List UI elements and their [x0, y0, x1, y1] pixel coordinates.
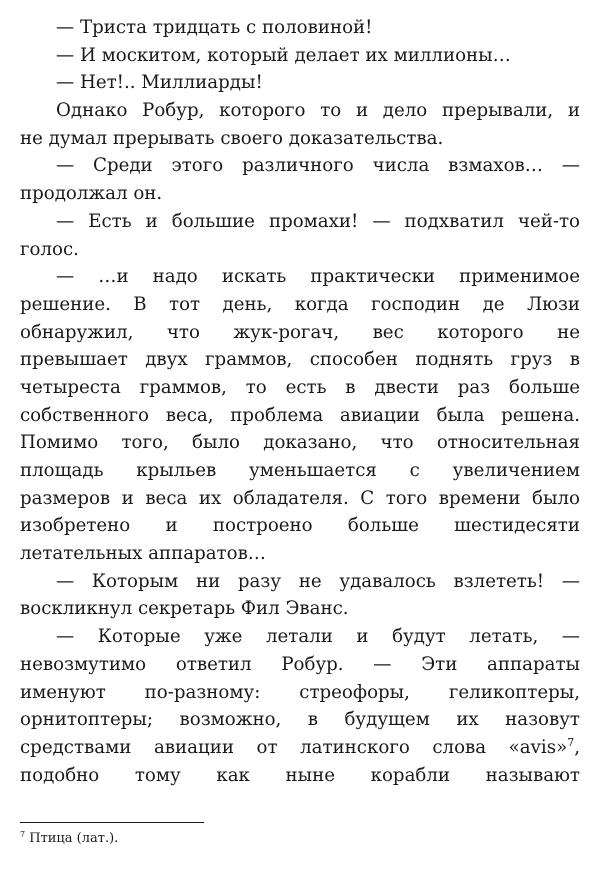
- text-line: — Которым ни разу не удавалось взлететь! —: [56, 570, 580, 592]
- text-line: невозмутимо ответил Робур. — Эти аппараты: [20, 653, 580, 675]
- text-line: Однако Робур, которого то и дело прерывали, и: [56, 100, 580, 122]
- text-line: — …и надо искать практически применимое: [56, 266, 580, 288]
- text-line: средствами авиации от латинского слова «avis»$^7$,: [20, 735, 580, 758]
- text-line: четыреста граммов, то есть в двести раз больше: [20, 376, 580, 398]
- footnote-reference[interactable]: 7: [567, 735, 575, 749]
- text-line: обнаружил, что жук-рогач, вес которого не: [20, 321, 580, 343]
- footnote-separator: [20, 822, 204, 823]
- text-line: голос.: [20, 238, 79, 260]
- text-line: — Среди этого различного числа взмахов… —: [56, 155, 580, 177]
- footnote-marker: 7: [20, 830, 26, 839]
- text-line: площадь крыльев уменьшается с увеличением: [20, 460, 580, 481]
- text-line: — Нет!.. Миллиарды!: [56, 72, 263, 94]
- text-line: летательных аппаратов…: [20, 543, 266, 565]
- text-line-content: средствами авиации от латинского слова «avis»: [20, 736, 568, 758]
- text-line: — Есть и большие промахи! — подхватил чей-то: [56, 210, 580, 232]
- text-line: решение. В тот день, когда господин де Люзи: [20, 293, 580, 315]
- footnote: [20, 830, 118, 848]
- text-line: собственного веса, проблема авиации была решена.: [20, 404, 580, 426]
- body-text: [20, 14, 580, 789]
- text-line: продолжал он.: [20, 183, 163, 205]
- text-line: Помимо того, было доказано, что относительная: [20, 432, 580, 454]
- text-line: орнитоптеры; возможно, в будущем их назовут: [20, 709, 580, 731]
- text-line: подобно тому как ныне корабли называют: [20, 764, 580, 786]
- text-line: не думал прерывать своего доказательства.: [20, 127, 444, 149]
- text-line: размеров и веса их обладателя. С того времени было: [20, 487, 580, 509]
- text-line: изобретено и построено больше шестидесяти: [20, 515, 580, 537]
- text-line: — Которые уже летали и будут летать, —: [56, 626, 580, 648]
- footnote-text: Птица (лат.).: [29, 831, 119, 846]
- text-line: воскликнул секретарь Фил Эванс.: [20, 598, 349, 620]
- text-line: именуют по-разному: стреофоры, геликоптеры,: [20, 681, 580, 703]
- text-line: — И москитом, который делает их миллионы…: [56, 44, 511, 66]
- text-line: превышает двух граммов, способен поднять груз в: [20, 349, 580, 371]
- text-line: — Триста тридцать с половиной!: [56, 17, 373, 38]
